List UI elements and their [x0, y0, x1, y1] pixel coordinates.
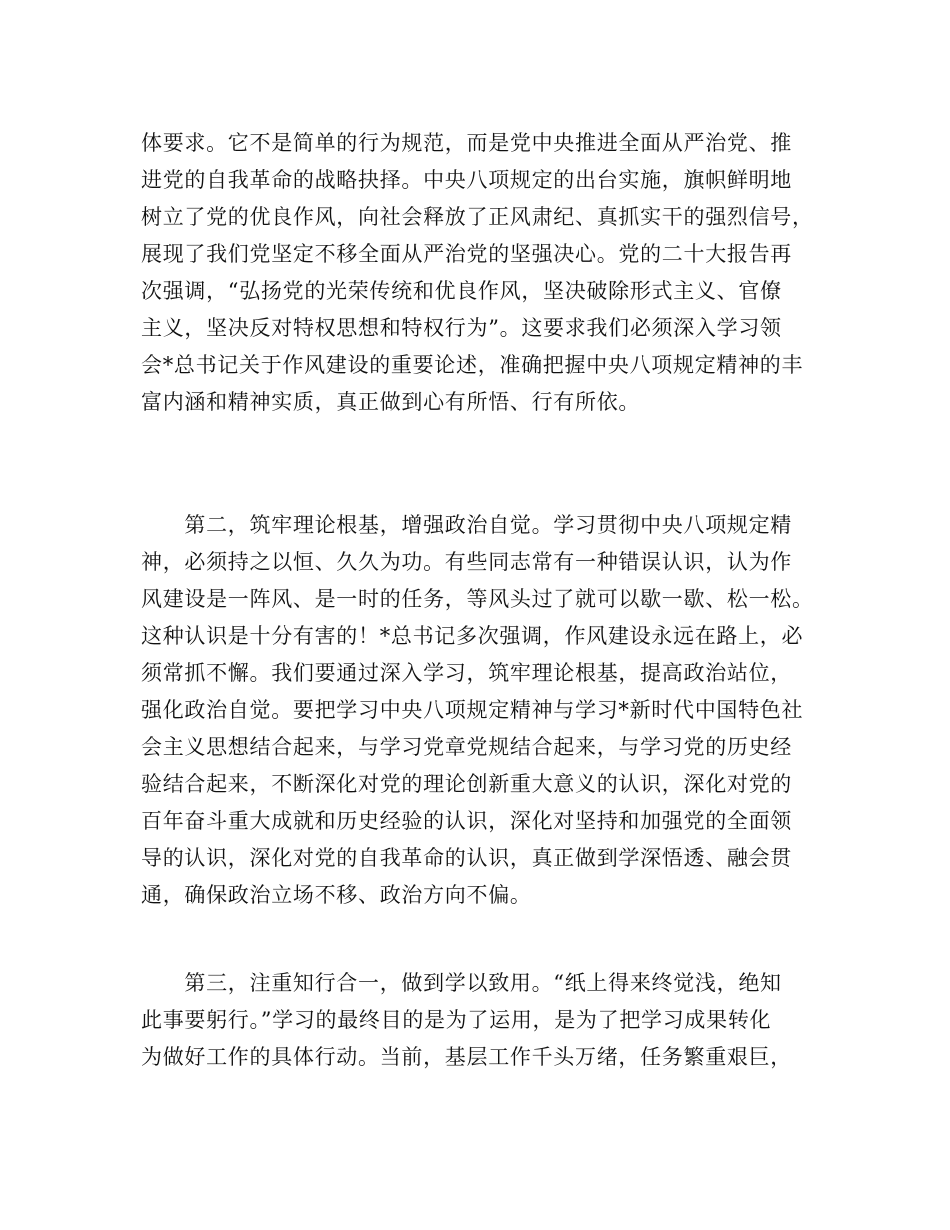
text-line: 进党的自我革命的战略抉择。中央八项规定的出台实施，旗帜鲜明地 — [141, 168, 792, 192]
paragraph-3 — [141, 965, 821, 1076]
text-line: 展现了我们党坚定不移全面从严治党的坚强决心。党的二十大报告再 — [141, 242, 792, 266]
text-line: 神，必须持之以恒、久久为功。有些同志常有一种错误认识，认为作 — [141, 550, 792, 574]
text-line: 体要求。它不是简单的行为规范，而是党中央推进全面从严治党、推 — [141, 131, 792, 155]
text-line: 风建设是一阵风、是一时的任务，等风头过了就可以歇一歇、松一松。 — [141, 587, 814, 611]
text-line: 第三，注重知行合一，做到学以致用。“纸上得来终觉浅，绝知 — [141, 971, 782, 995]
text-line: 通，确保政治立场不移、政治方向不偏。 — [141, 883, 532, 907]
text-line: 会*总书记关于作风建设的重要论述，准确把握中央八项规定精神的丰 — [141, 353, 804, 377]
text-line: 验结合起来，不断深化对党的理论创新重大意义的认识，深化对党的 — [141, 772, 792, 796]
text-line: 此事要躬行。”学习的最终目的是为了运用，是为了把学习成果转化 — [141, 1008, 772, 1032]
paragraph-1 — [141, 125, 821, 421]
text-line: 导的认识，深化对党的自我革命的认识，真正做到学深悟透、融会贯 — [141, 846, 792, 870]
text-line: 富内涵和精神实质，真正做到心有所悟、行有所依。 — [141, 390, 641, 414]
text-line: 这种认识是十分有害的！*总书记多次强调，作风建设永远在路上，必 — [141, 624, 804, 648]
text-line: 须常抓不懈。我们要通过深入学习，筑牢理论根基，提高政治站位， — [141, 661, 792, 685]
paragraph-2 — [141, 507, 821, 914]
text-line: 第二，筑牢理论根基，增强政治自觉。学习贯彻中央八项规定精 — [141, 513, 792, 537]
text-line: 百年奋斗重大成就和历史经验的认识，深化对坚持和加强党的全面领 — [141, 809, 792, 833]
text-line: 次强调，“弘扬党的光荣传统和优良作风，坚决破除形式主义、官僚 — [141, 279, 782, 303]
text-line: 强化政治自觉。要把学习中央八项规定精神与学习*新时代中国特色社 — [141, 698, 804, 722]
text-line: 主义，坚决反对特权思想和特权行为”。这要求我们必须深入学习领 — [141, 316, 782, 340]
text-line: 会主义思想结合起来，与学习党章党规结合起来，与学习党的历史经 — [141, 735, 792, 759]
text-line: 为做好工作的具体行动。当前，基层工作千头万绪，任务繁重艰巨， — [141, 1045, 792, 1069]
text-line: 树立了党的优良作风，向社会释放了正风肃纪、真抓实干的强烈信号， — [141, 205, 814, 229]
